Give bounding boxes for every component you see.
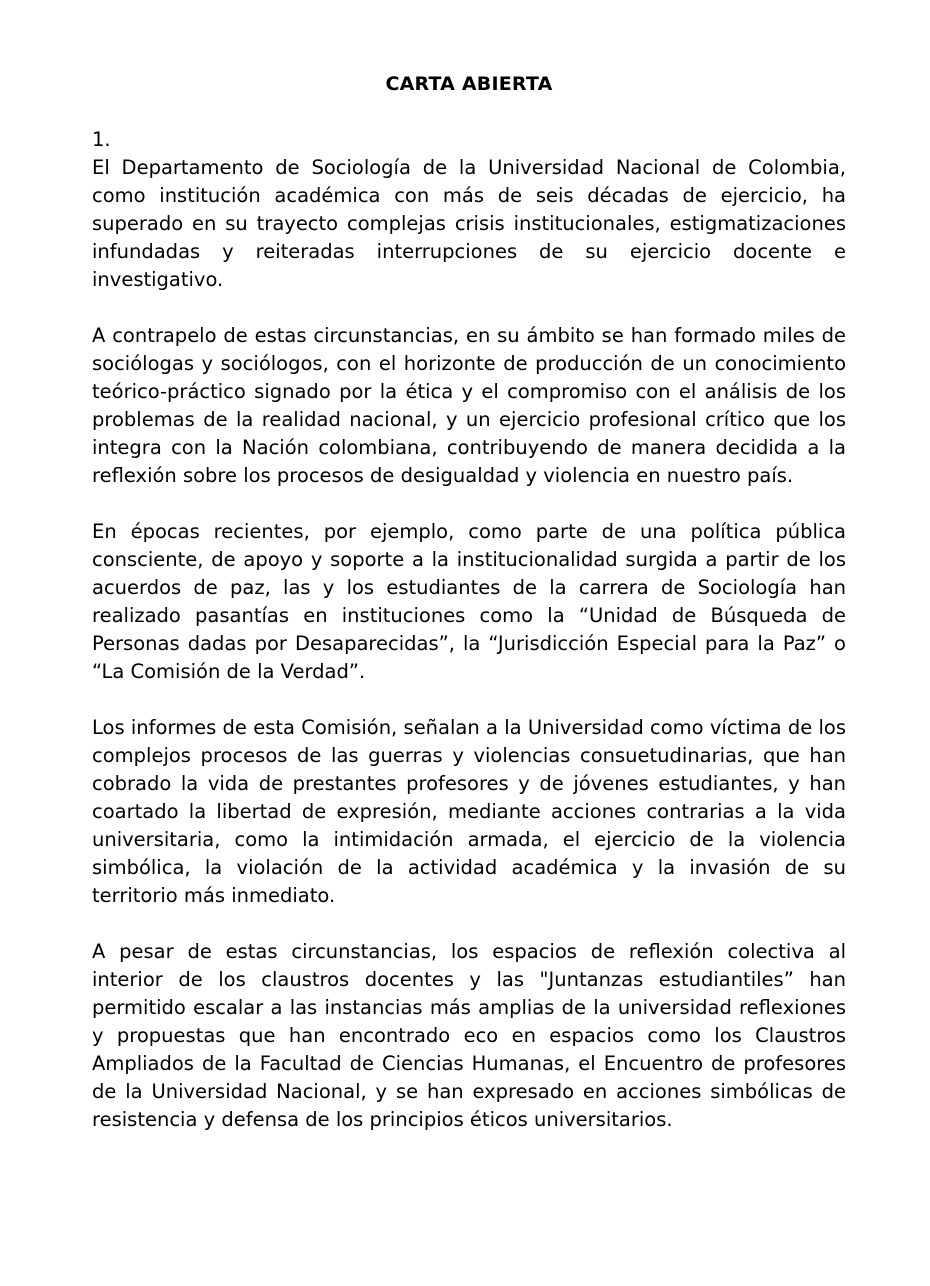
letter-title: CARTA ABIERTA xyxy=(385,73,553,95)
paragraph-3: En épocas recientes, por ejemplo, como parte de una política pública consciente, de apoyo y soporte a la institucionalidad surgida a partir de los acuerdos de paz, las y los estudiantes de la carrera de Sociología han realizado pasantías en instituciones como la “Unidad de Búsqueda de Personas dadas por Desaparecidas”, la “Jurisdicción Especial para la Paz” o “La Comisión de la Verdad”. xyxy=(92,520,846,683)
paragraph-1: El Departamento de Sociología de la Universidad Nacional de Colombia, como institución académica con más de seis décadas de ejercicio, ha superado en su trayecto complejas crisis institucionales, estigmatizaciones infundadas y reiteradas interrupciones de su ejercicio docente e investigativo. xyxy=(92,156,846,291)
paragraph-2: A contrapelo de estas circunstancias, en su ámbito se han formado miles de sociólogas y sociólogos, con el horizonte de producción de un conocimiento teórico-práctico signado por la ética y el compromiso con el análisis de los problemas de la realidad nacional, y un ejercicio profesional crítico que los integra con la Nación colombiana, contribuyendo de manera decidida a la reflexión sobre los procesos de desigualdad y violencia en nuestro país. xyxy=(92,324,846,487)
paragraph-5: A pesar de estas circunstancias, los espacios de reflexión colectiva al interior de los claustros docentes y las "Juntanzas estudiantiles” han permitido escalar a las instancias más amplias de la universidad reflexiones y propuestas que han encontrado eco en espacios como los Claustros Ampliados de la Facultad de Ciencias Humanas, el Encuentro de profesores de la Universidad Nacional, y se han expresado en acciones simbólicas de resistencia y defensa de los principios éticos universitarios. xyxy=(92,940,846,1131)
section-number: 1. xyxy=(92,128,111,151)
letter-page xyxy=(92,70,846,1134)
letter-body xyxy=(92,154,846,1134)
paragraph-4: Los informes de esta Comisión, señalan a la Universidad como víctima de los complejos procesos de las guerras y violencias consuetudinarias, que han cobrado la vida de prestantes profesores y de jóvenes estudiantes, y han coartado la libertad de expresión, mediante acciones contrarias a la vida universitaria, como la intimidación armada, el ejercicio de la violencia simbólica, la violación de la actividad académica y la invasión de su territorio más inmediato. xyxy=(92,716,846,907)
